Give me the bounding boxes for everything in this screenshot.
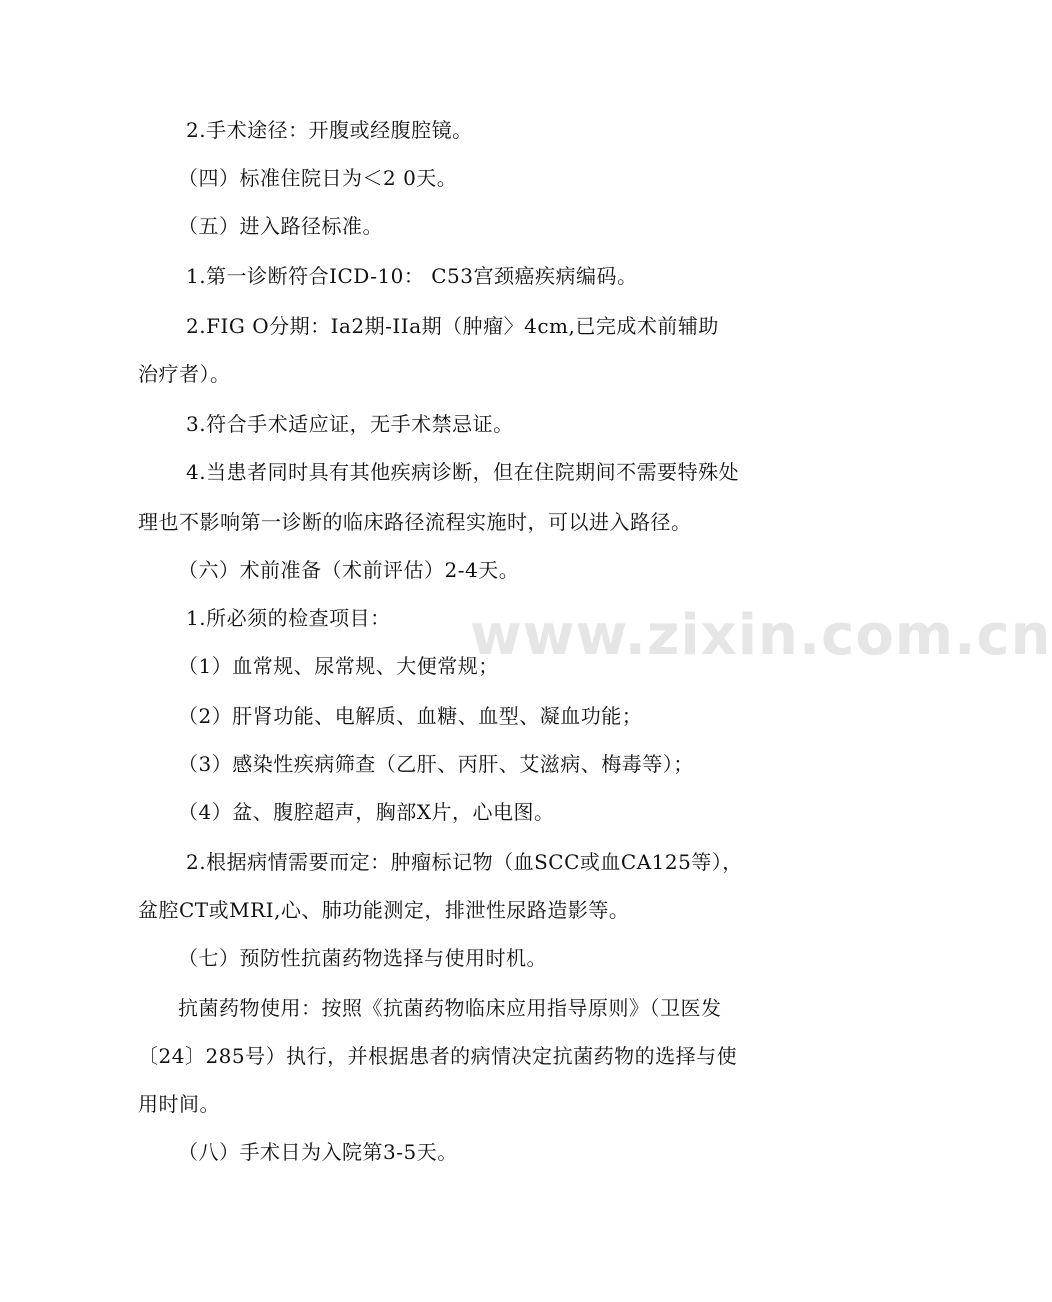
list-item-imaging: （4）盆、腹腔超声，胸部X片，心电图。 [178, 800, 555, 824]
watermark: www.zixin.com.cn [470, 603, 1052, 668]
list-item-infection-screening: （3）感染性疾病筛查（乙肝、丙肝、艾滋病、梅毒等）； [178, 752, 694, 776]
paragraph-comorbidity-cont: 理也不影响第一诊断的临床路径流程实施时，可以进入路径。 [138, 510, 692, 534]
heading-surgery-day: （八）手术日为入院第3-5天。 [178, 1140, 458, 1164]
paragraph-conditional-tests-cont: 盆腔CT或MRI,心、肺功能测定，排泄性尿路造影等。 [138, 898, 630, 922]
heading-hospital-stay: （四）标准住院日为＜2 0天。 [178, 166, 458, 190]
paragraph-antibiotic-use-cont: 〔24〕285号）执行，并根据患者的病情决定抗菌药物的选择与使 [138, 1044, 738, 1068]
paragraph-figo-staging-cont: 治疗者）。 [138, 362, 231, 386]
paragraph-indications: 3.符合手术适应证，无手术禁忌证。 [186, 412, 514, 436]
paragraph-required-tests: 1.所必须的检查项目： [186, 606, 391, 630]
paragraph-figo-staging: 2.FIG O分期：Ia2期-IIa期（肿瘤〉4cm,已完成术前辅助 [186, 314, 719, 338]
paragraph-conditional-tests: 2.根据病情需要而定：肿瘤标记物（血SCC或血CA125等）， [186, 850, 743, 874]
paragraph-diagnosis-code: 1.第一诊断符合ICD-10： C53宫颈癌疾病编码。 [186, 264, 638, 288]
heading-entry-criteria: （五）进入路径标准。 [178, 214, 383, 238]
heading-preop-prep: （六）术前准备（术前评估）2-4天。 [178, 558, 520, 582]
list-item-routine-tests: （1）血常规、尿常规、大便常规； [178, 654, 499, 678]
heading-antibiotics: （七）预防性抗菌药物选择与使用时机。 [178, 946, 547, 970]
paragraph-comorbidity: 4.当患者同时具有其他疾病诊断，但在住院期间不需要特殊处 [186, 460, 740, 484]
list-item-organ-function: （2）肝肾功能、电解质、血糖、血型、凝血功能； [178, 704, 643, 728]
paragraph-antibiotic-use-cont2: 用时间。 [138, 1092, 220, 1116]
paragraph-surgical-approach: 2.手术途径：开腹或经腹腔镜。 [186, 118, 473, 142]
paragraph-antibiotic-use: 抗菌药物使用：按照《抗菌药物临床应用指导原则》（卫医发 [178, 996, 722, 1020]
